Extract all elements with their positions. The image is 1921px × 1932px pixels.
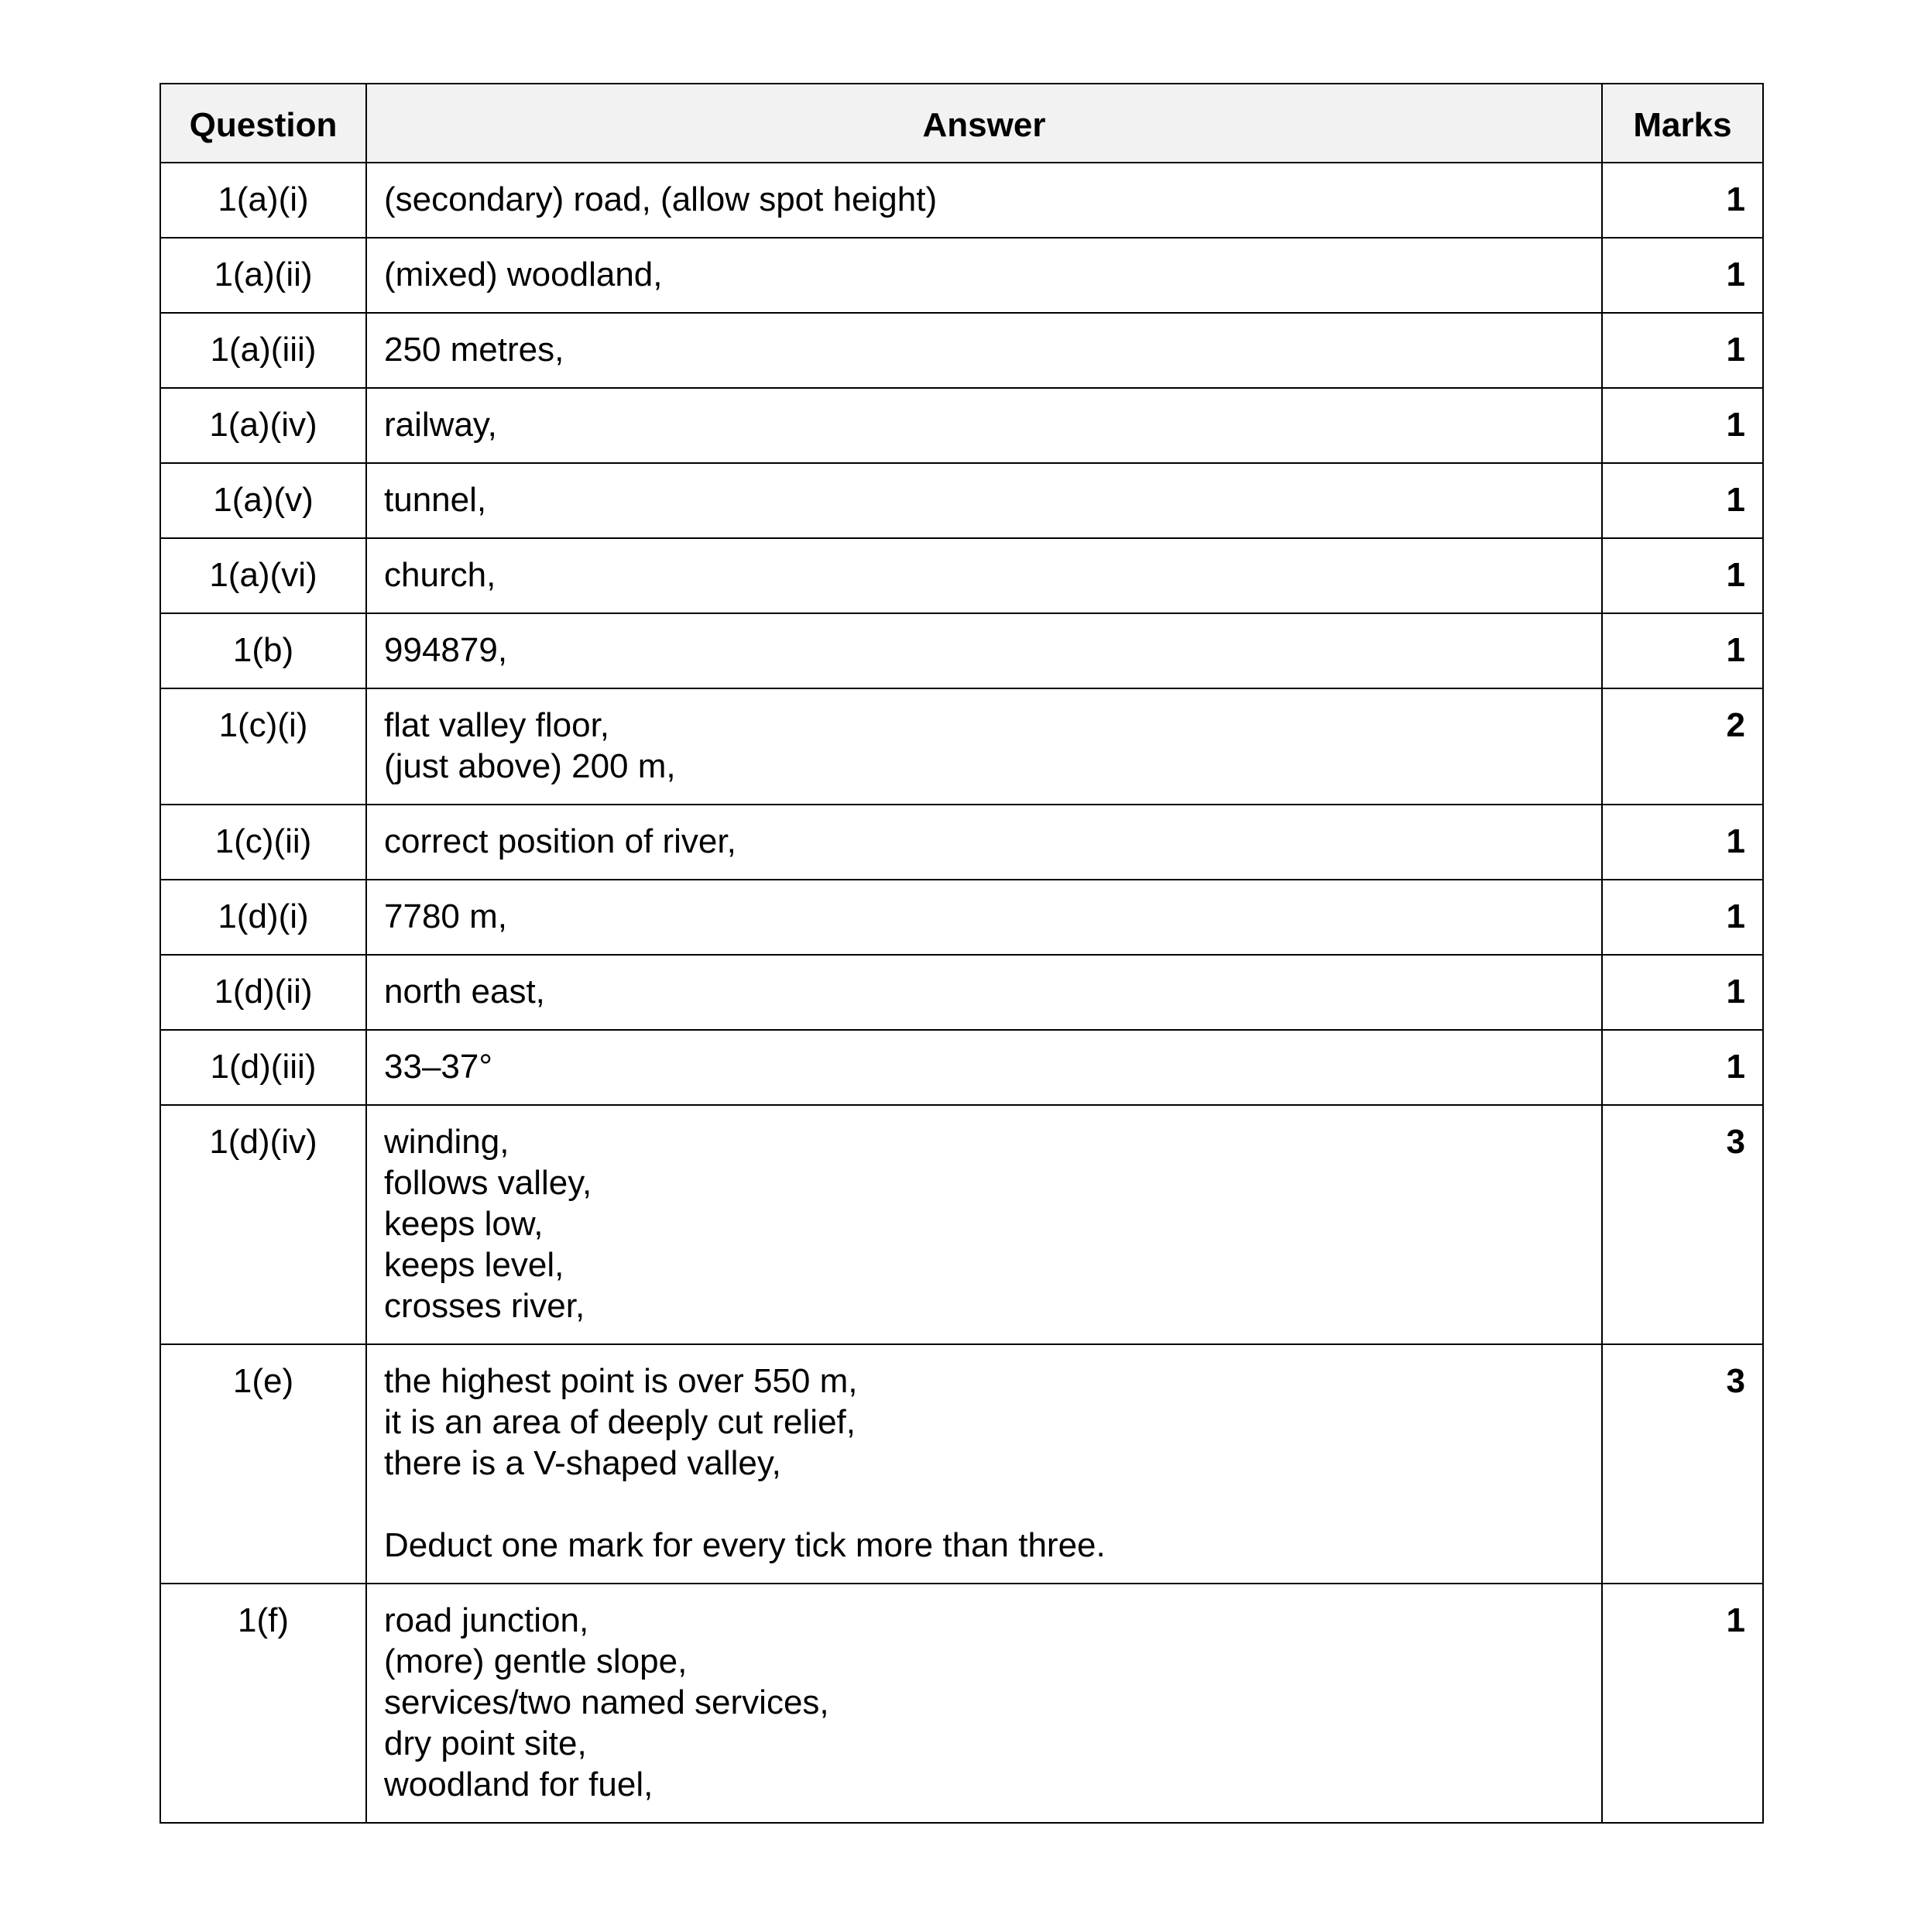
answer-line: railway,	[384, 406, 497, 444]
answer-cell	[366, 1030, 1602, 1105]
answer-line: keeps level,	[384, 1246, 564, 1284]
marks-cell: 1	[1602, 880, 1763, 955]
answer-cell	[366, 613, 1602, 688]
answer-line: flat valley floor,	[384, 706, 610, 744]
table-row	[160, 955, 1763, 1030]
answer-line: 250 metres,	[384, 331, 564, 369]
table-row	[160, 538, 1763, 613]
answer-line: follows valley,	[384, 1164, 592, 1202]
answer-cell	[366, 163, 1602, 238]
question-cell: 1(d)(ii)	[160, 955, 366, 1030]
question-cell: 1(a)(v)	[160, 463, 366, 538]
table-row	[160, 238, 1763, 313]
answer-line: there is a V-shaped valley,	[384, 1444, 781, 1482]
marks-cell: 1	[1602, 805, 1763, 880]
marks-cell: 1	[1602, 538, 1763, 613]
table-row	[160, 613, 1763, 688]
table-row	[160, 880, 1763, 955]
table-row	[160, 163, 1763, 238]
question-cell: 1(d)(iv)	[160, 1105, 366, 1344]
answer-cell	[366, 313, 1602, 388]
marks-cell: 1	[1602, 1030, 1763, 1105]
answer-line: road junction,	[384, 1601, 589, 1639]
header-question: Question	[160, 84, 366, 163]
answer-line: keeps low,	[384, 1205, 544, 1243]
answer-line: north east,	[384, 973, 545, 1011]
answer-line: (mixed) woodland,	[384, 256, 663, 293]
question-cell: 1(c)(i)	[160, 688, 366, 805]
answer-line: (more) gentle slope,	[384, 1642, 688, 1680]
answer-line	[384, 1484, 1584, 1525]
answer-cell	[366, 1584, 1602, 1823]
answer-line: Deduct one mark for every tick more than three.	[384, 1526, 1106, 1564]
table-row	[160, 463, 1763, 538]
table-row	[160, 1105, 1763, 1344]
answer-line: dry point site,	[384, 1724, 587, 1762]
marks-cell: 1	[1602, 955, 1763, 1030]
answer-line: the highest point is over 550 m,	[384, 1362, 858, 1400]
question-cell: 1(b)	[160, 613, 366, 688]
answer-line: winding,	[384, 1123, 509, 1161]
answer-cell	[366, 805, 1602, 880]
answer-line: (just above) 200 m,	[384, 747, 676, 785]
marks-cell: 1	[1602, 313, 1763, 388]
answer-cell	[366, 688, 1602, 805]
answer-cell	[366, 1105, 1602, 1344]
marks-cell: 2	[1602, 688, 1763, 805]
answer-cell	[366, 463, 1602, 538]
table-row	[160, 1584, 1763, 1823]
answer-line: services/two named services,	[384, 1683, 829, 1721]
table-row	[160, 688, 1763, 805]
marks-cell: 1	[1602, 238, 1763, 313]
question-cell: 1(a)(iv)	[160, 388, 366, 463]
question-cell: 1(f)	[160, 1584, 366, 1823]
table-row	[160, 1030, 1763, 1105]
answer-line: 994879,	[384, 631, 508, 669]
answer-line: tunnel,	[384, 481, 487, 519]
table-row	[160, 313, 1763, 388]
marks-cell: 1	[1602, 1584, 1763, 1823]
header-row	[160, 84, 1763, 163]
question-cell: 1(e)	[160, 1344, 366, 1584]
answer-cell	[366, 238, 1602, 313]
question-cell: 1(a)(iii)	[160, 313, 366, 388]
question-cell: 1(d)(i)	[160, 880, 366, 955]
answer-line: woodland for fuel,	[384, 1766, 653, 1803]
answer-line: (secondary) road, (allow spot height)	[384, 180, 938, 218]
table-body	[160, 163, 1763, 1823]
marks-cell: 3	[1602, 1105, 1763, 1344]
header-answer: Answer	[366, 84, 1602, 163]
answer-cell	[366, 1344, 1602, 1584]
answer-line: 33–37°	[384, 1048, 492, 1086]
answer-line: crosses river,	[384, 1287, 585, 1325]
marks-cell: 1	[1602, 463, 1763, 538]
question-cell: 1(c)(ii)	[160, 805, 366, 880]
marks-cell: 1	[1602, 613, 1763, 688]
answer-cell	[366, 880, 1602, 955]
answer-line: church,	[384, 556, 496, 594]
answer-line: correct position of river,	[384, 822, 736, 860]
question-cell: 1(d)(iii)	[160, 1030, 366, 1105]
table-row	[160, 1344, 1763, 1584]
question-cell: 1(a)(i)	[160, 163, 366, 238]
question-cell: 1(a)(ii)	[160, 238, 366, 313]
mark-scheme-table	[160, 83, 1764, 1824]
answer-cell	[366, 955, 1602, 1030]
answer-cell	[366, 388, 1602, 463]
marks-cell: 3	[1602, 1344, 1763, 1584]
answer-cell	[366, 538, 1602, 613]
marks-cell: 1	[1602, 388, 1763, 463]
header-marks: Marks	[1602, 84, 1763, 163]
answer-line: 7780 m,	[384, 897, 507, 935]
answer-line: it is an area of deeply cut relief,	[384, 1403, 856, 1441]
table-row	[160, 805, 1763, 880]
table-row	[160, 388, 1763, 463]
question-cell: 1(a)(vi)	[160, 538, 366, 613]
marks-cell: 1	[1602, 163, 1763, 238]
